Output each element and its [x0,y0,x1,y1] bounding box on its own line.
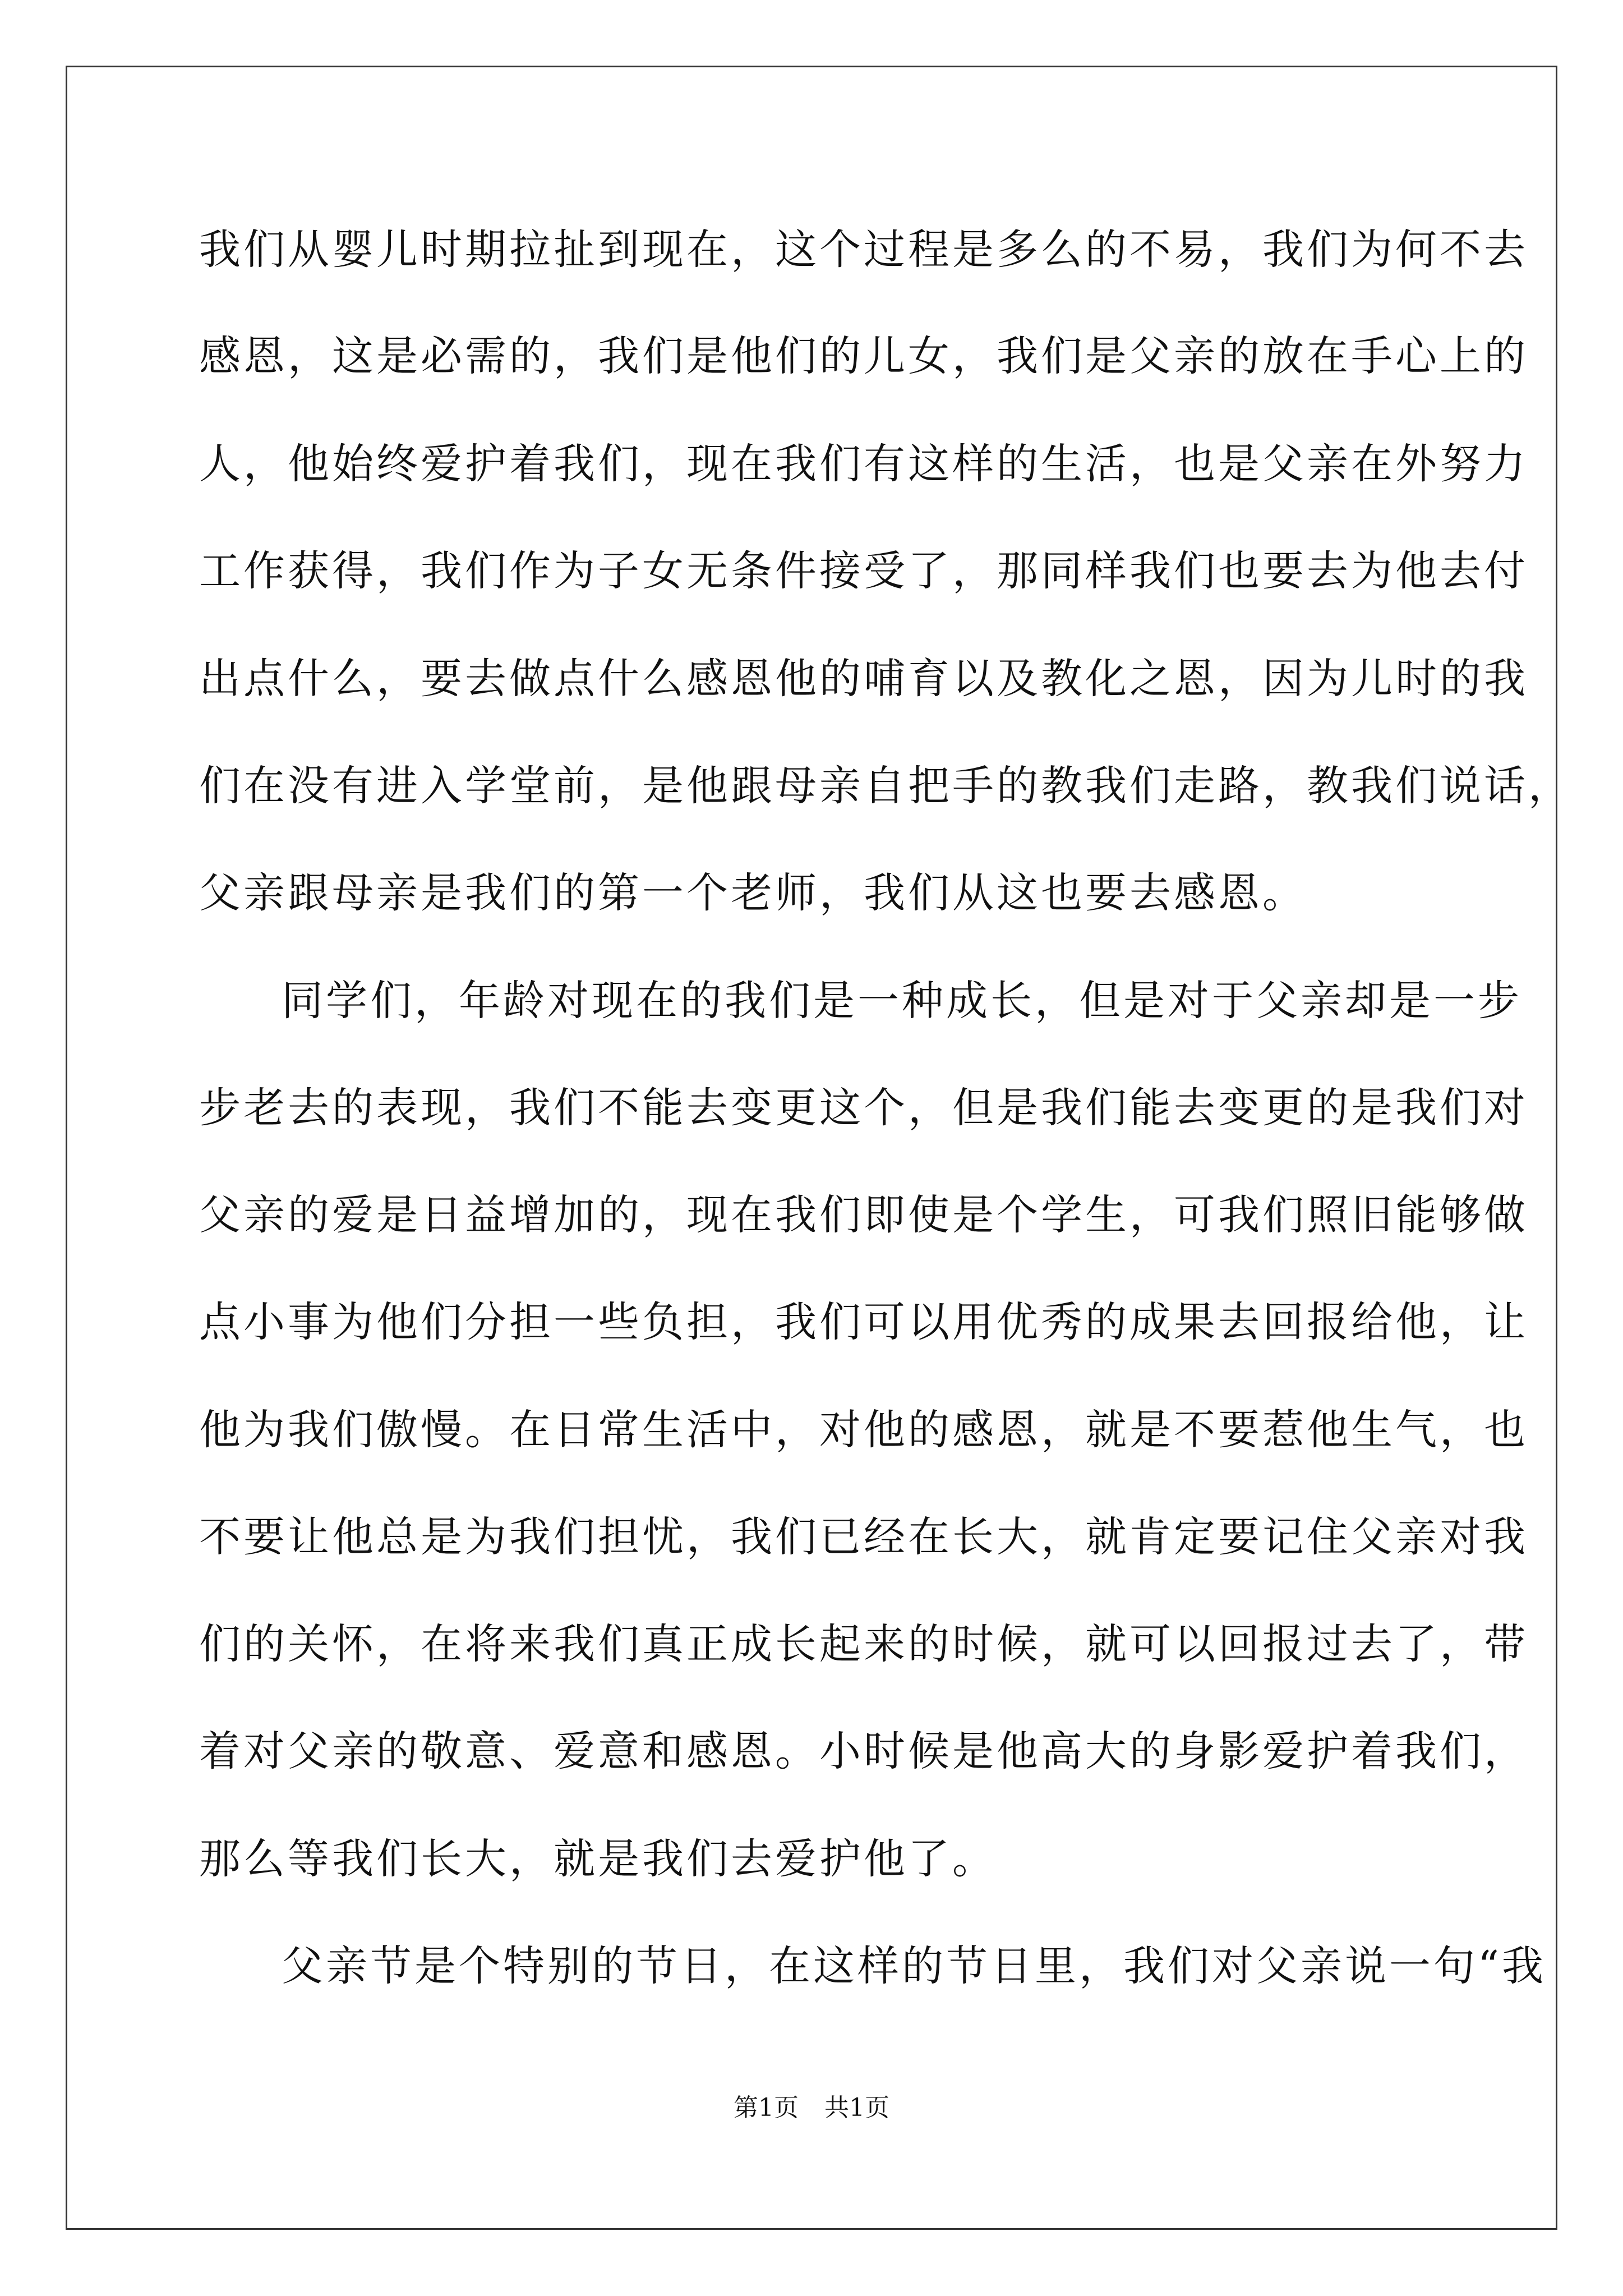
paragraph-line: 步老去的表现，我们不能去变更这个，但是我们能去变更的是我们对 [199,1084,1528,1132]
page-number: 第1页 [734,2093,799,2122]
paragraph-line: 们的关怀，在将来我们真正成长起来的时候，就可以回报过去了，带 [199,1620,1528,1668]
paragraph-line: 们在没有进入学堂前，是他跟母亲自把手的教我们走路，教我们说话， [199,762,1573,810]
paragraph-line: 父亲节是个特别的节日，在这样的节日里，我们对父亲说一句“我 [282,1942,1546,1990]
paragraph-line: 我们从婴儿时期拉扯到现在，这个过程是多么的不易，我们为何不去 [199,226,1528,274]
paragraph-line: 父亲跟母亲是我们的第一个老师，我们从这也要去感恩。 [199,869,1307,917]
paragraph-line: 出点什么，要去做点什么感恩他的哺育以及教化之恩，因为儿时的我 [199,655,1528,703]
paragraph-line: 感恩，这是必需的，我们是他们的儿女，我们是父亲的放在手心上的 [199,332,1528,380]
paragraph-line: 同学们，年龄对现在的我们是一种成长，但是对于父亲却是一步 [282,977,1522,1025]
paragraph-line: 他为我们傲慢。在日常生活中，对他的感恩，就是不要惹他生气，也 [199,1406,1528,1454]
paragraph-line: 那么等我们长大，就是我们去爱护他了。 [199,1835,997,1883]
paragraph-line: 着对父亲的敬意、爱意和感恩。小时候是他高大的身影爱护着我们， [199,1727,1528,1775]
paragraph-line: 不要让他总是为我们担忧，我们已经在长大，就肯定要记住父亲对我 [199,1513,1528,1561]
paragraph-line: 人，他始终爱护着我们，现在我们有这样的生活，也是父亲在外努力 [199,440,1528,488]
paragraph-line: 点小事为他们分担一些负担，我们可以用优秀的成果去回报给他，让 [199,1298,1528,1346]
paragraph-line: 父亲的爱是日益增加的，现在我们即使是个学生，可我们照旧能够做 [199,1191,1528,1239]
page-total: 共1页 [824,2093,889,2122]
paragraph-line: 工作获得，我们作为子女无条件接受了，那同样我们也要去为他去付 [199,547,1528,595]
page-footer [0,2091,1623,2125]
page-frame [66,66,1557,2230]
